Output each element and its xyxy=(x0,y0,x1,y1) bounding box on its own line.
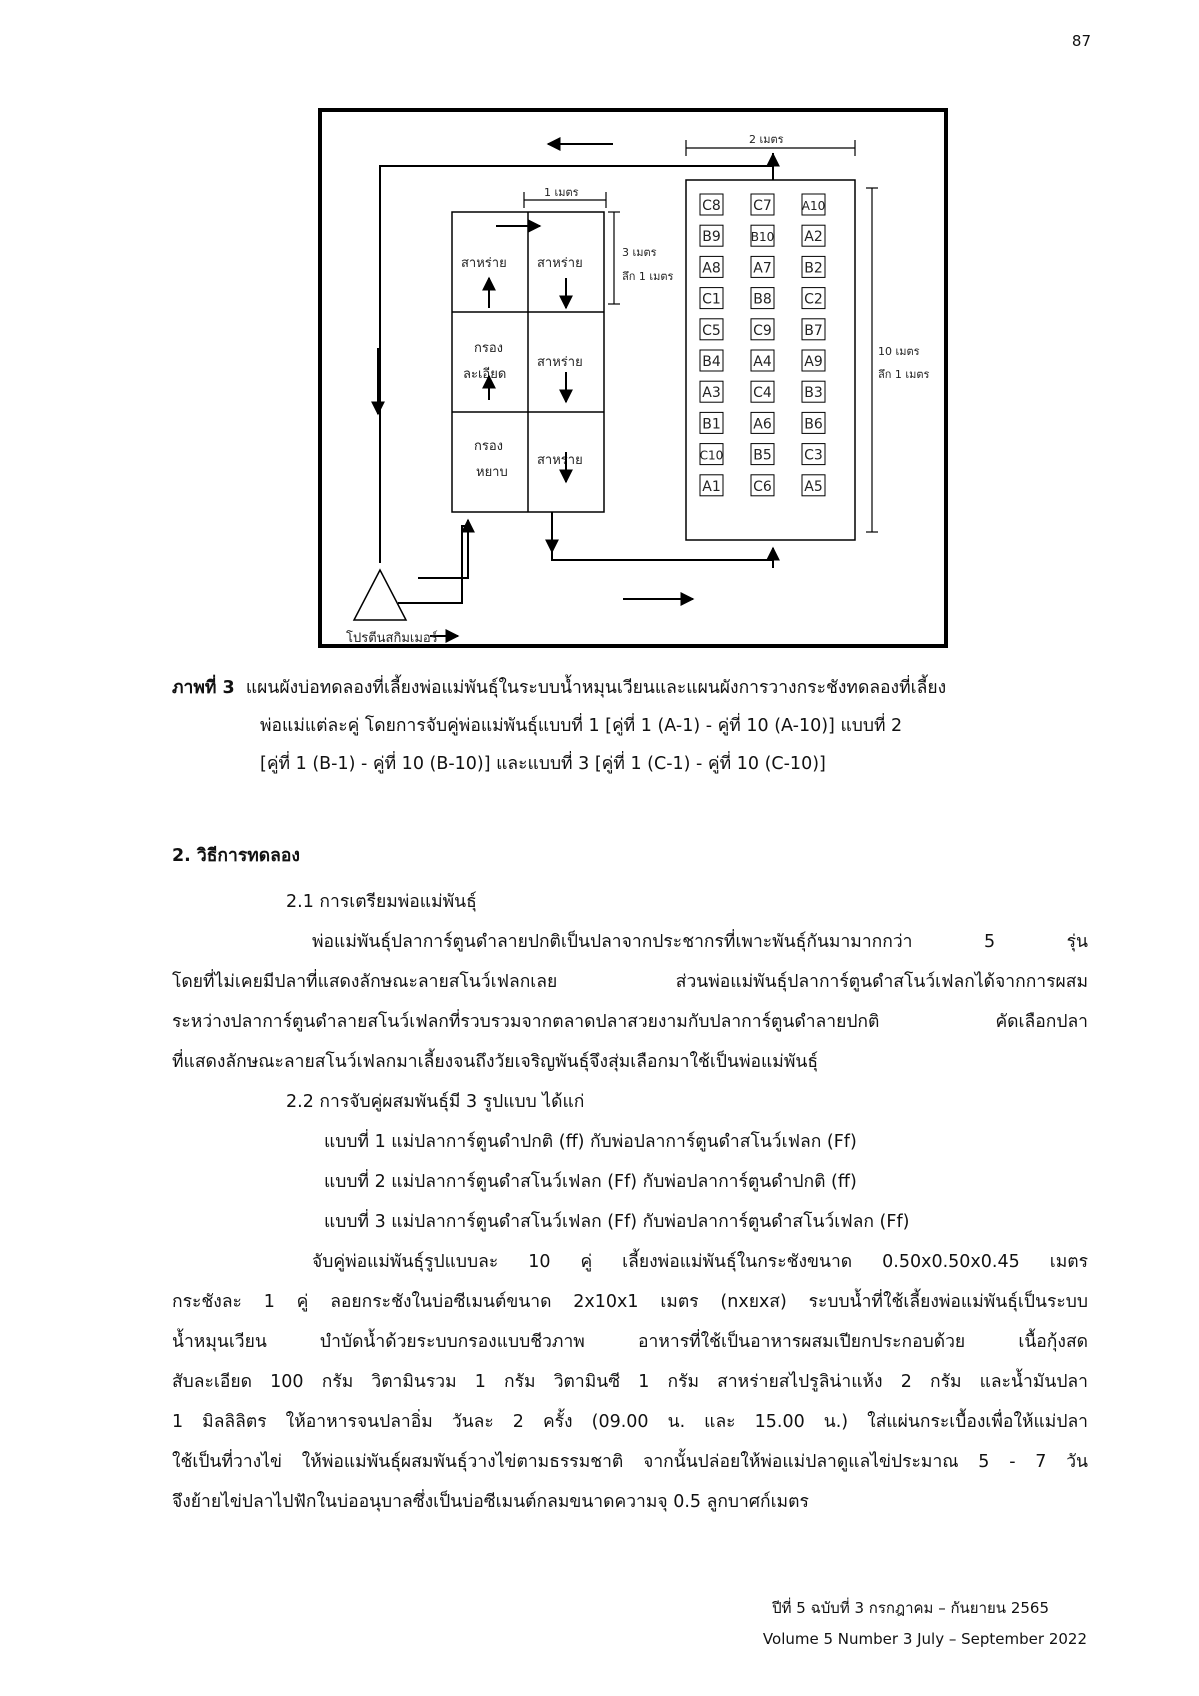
cage-label: A7 xyxy=(753,260,772,277)
caption-label: ภาพที่ 3 xyxy=(172,678,235,698)
cage-label: C3 xyxy=(804,447,823,464)
cage-cell xyxy=(802,475,825,496)
cage-label: B7 xyxy=(804,322,823,339)
cage-label: C6 xyxy=(753,478,772,495)
cell-r3c1-line1: กรอง xyxy=(474,439,504,454)
pond-layout-diagram xyxy=(318,108,948,648)
cage-label: A2 xyxy=(804,229,823,246)
cage-cell xyxy=(751,475,774,496)
para2-line: จับคู่พ่อแม่พันธุ์รูปแบบละ 10 คู่ เลี้ยงพ่อแม่พันธุ์ในกระชังขนาด 0.50x0.50x0.45 เมตร xyxy=(312,1252,1088,1272)
cell-r1c2: สาหร่าย xyxy=(537,256,583,271)
caption-line2: พ่อแม่แต่ละคู่ โดยการจับคู่พ่อแม่พันธุ์แบบที่ 1 [คู่ที่ 1 (A-1) - คู่ที่ 10 (A-10)] แบบที่ 2 xyxy=(260,716,903,736)
section-heading: 2. วิธีการทดลอง xyxy=(172,846,300,866)
pairing-option: แบบที่ 1 แม่ปลาการ์ตูนดำปกติ (ff) กับพ่อปลาการ์ตูนดำสโนว์เฟลก (Ff) xyxy=(324,1132,857,1152)
cage-label: B4 xyxy=(702,354,721,370)
cage-label: B8 xyxy=(753,291,772,308)
footer-english: Volume 5 Number 3 July – September 2022 xyxy=(762,1630,1087,1648)
cage-cell xyxy=(700,475,723,496)
cage-label: B2 xyxy=(804,260,823,277)
cage-cell xyxy=(700,194,723,215)
cage-label: C10 xyxy=(699,448,724,463)
dimension-small-line2: ลึก 1 เมตร xyxy=(622,270,674,283)
figure-frame xyxy=(320,110,946,646)
cage-cell xyxy=(700,350,723,371)
cage-label: C7 xyxy=(753,198,772,214)
page-number: 87 xyxy=(1071,32,1091,50)
cage-cell xyxy=(700,256,723,277)
dimension-right-line2: ลึก 1 เมตร xyxy=(878,368,930,381)
cage-label: A3 xyxy=(702,385,721,402)
cage-label: C8 xyxy=(702,198,721,214)
cage-cell xyxy=(802,319,825,340)
footer-thai: ปีที่ 5 ฉบับที่ 3 กรกฎาคม – กันยายน 2565 xyxy=(772,1599,1049,1617)
section-methods xyxy=(172,836,1088,1522)
cage-cell xyxy=(751,256,774,277)
cage-label: A10 xyxy=(801,199,826,213)
caption-line3: [คู่ที่ 1 (B-1) - คู่ที่ 10 (B-10)] และแบบที่ 3 [คู่ที่ 1 (C-1) - คู่ที่ 10 (C-10)] xyxy=(260,754,826,774)
cage-label: A1 xyxy=(702,478,721,495)
para2-line: 1 มิลลิลิตร ให้อาหารจนปลาอิ่ม วันละ 2 ครั้ง (09.00 น. และ 15.00 น.) ใส่แผ่นกระเบื้องเพื่อให้แม่ปลา xyxy=(172,1412,1088,1432)
caption-line1: แผนผังบ่อทดลองที่เลี้ยงพ่อแม่พันธุ์ในระบบน้ำหมุนเวียนและแผนผังการวางกระชังทดลองที่เลี้ยง xyxy=(245,678,947,698)
figure-caption xyxy=(172,669,1088,783)
cage-label: C4 xyxy=(753,385,772,402)
cage-cell xyxy=(751,288,774,309)
cage-label: B10 xyxy=(750,230,775,245)
cage-cell xyxy=(802,288,825,309)
para1-line: พ่อแม่พันธุ์ปลาการ์ตูนดำลายปกติเป็นปลาจากประชากรที่เพาะพันธุ์กันมามากกว่า 5 รุ่น xyxy=(312,932,1088,952)
cage-cell xyxy=(700,319,723,340)
cell-r3c2: สาหร่าย xyxy=(537,453,583,468)
cage-cell xyxy=(700,381,723,402)
cell-r1c1: สาหร่าย xyxy=(461,256,507,271)
para2-line: ใช้เป็นที่วางไข่ ให้พ่อแม่พันธุ์ผสมพันธุ์วางไข่ตามธรรมชาติ จากนั้นปล่อยให้พ่อแม่ปลาดูแลไข่ประมาณ 5 - 7 วัน xyxy=(172,1452,1088,1472)
cage-label: B1 xyxy=(702,416,721,433)
cage-cell xyxy=(751,412,774,433)
pairing-option: แบบที่ 3 แม่ปลาการ์ตูนดำสโนว์เฟลก (Ff) กับพ่อปลาการ์ตูนดำสโนว์เฟลก (Ff) xyxy=(324,1212,910,1232)
cell-r2c2: สาหร่าย xyxy=(537,355,583,370)
cage-cell xyxy=(802,444,825,465)
cage-label: A5 xyxy=(804,478,823,495)
cage-label: C5 xyxy=(702,322,721,339)
cage-label: A8 xyxy=(702,260,721,277)
cage-label: B6 xyxy=(804,416,823,433)
cage-label: A9 xyxy=(804,354,823,370)
para2-line: กระชังละ 1 คู่ ลอยกระชังในบ่อซีเมนต์ขนาด 2x10x1 เมตร (nxยxส) ระบบน้ำที่ใช้เลี้ยงพ่อแม่พันธุ์เป็นระบบ xyxy=(172,1292,1088,1312)
cell-r3c1-line2: หยาบ xyxy=(476,465,508,480)
para1-line: ที่แสดงลักษณะลายสโนว์เฟลกมาเลี้ยงจนถึงวัยเจริญพันธุ์จึงสุ่มเลือกมาใช้เป็นพ่อแม่พันธุ์ xyxy=(172,1052,818,1072)
pairing-option: แบบที่ 2 แม่ปลาการ์ตูนดำสโนว์เฟลก (Ff) กับพ่อปลาการ์ตูนดำปกติ (ff) xyxy=(324,1172,857,1192)
cage-cell xyxy=(751,194,774,215)
cage-label: B9 xyxy=(702,229,721,246)
cage-label: C1 xyxy=(702,291,721,308)
cage-cell xyxy=(802,381,825,402)
cage-cell xyxy=(802,350,825,371)
cage-cell xyxy=(700,288,723,309)
cage-label: B3 xyxy=(804,385,823,402)
cage-cell xyxy=(700,412,723,433)
skimmer-label: โปรตีนสกิมเมอร์ xyxy=(346,631,438,646)
para2-line: จึงย้ายไข่ปลาไปฟักในบ่ออนุบาลซึ่งเป็นบ่อซีเมนต์กลมขนาดความจุ 0.5 ลูกบาศก์เมตร xyxy=(172,1492,809,1512)
cage-label: B5 xyxy=(753,447,772,464)
cage-cell xyxy=(802,256,825,277)
cage-cell xyxy=(802,225,825,246)
cage-label: A4 xyxy=(753,354,772,370)
dimension-top: 2 เมตร xyxy=(749,133,784,146)
dimension-small-line1: 3 เมตร xyxy=(622,246,657,259)
para1-line: ระหว่างปลาการ์ตูนดำลายสโนว์เฟลกที่รวบรวมจากตลาดปลาสวยงามกับปลาการ์ตูนดำลายปกติ คัดเลือกปลา xyxy=(172,1012,1088,1032)
para2-line: สับละเอียด 100 กรัม วิตามินรวม 1 กรัม วิตามินซี 1 กรัม สาหร่ายสไปรูลิน่าแห้ง 2 กรัม และน้ำมันปลา xyxy=(172,1372,1088,1392)
cell-r2c1-line1: กรอง xyxy=(474,341,504,356)
cage-label: A6 xyxy=(753,416,772,433)
cage-cell xyxy=(700,225,723,246)
cage-cell xyxy=(751,381,774,402)
cage-cell xyxy=(751,319,774,340)
para2-line: น้ำหมุนเวียน บำบัดน้ำด้วยระบบกรองแบบชีวภาพ อาหารที่ใช้เป็นอาหารผสมเปียกประกอบด้วย เนื้อกุ้งสด xyxy=(172,1332,1088,1352)
cage-cell xyxy=(751,444,774,465)
subsection-2-1: 2.1 การเตรียมพ่อแม่พันธุ์ xyxy=(286,892,477,912)
cage-cell xyxy=(802,412,825,433)
cage-label: C9 xyxy=(753,322,772,339)
subsection-2-2: 2.2 การจับคู่ผสมพันธุ์มี 3 รูปแบบ ได้แก่ xyxy=(286,1092,585,1112)
cell-r2c1-line2: ละเอียด xyxy=(463,367,507,382)
para1-line: โดยที่ไม่เคยมีปลาที่แสดงลักษณะลายสโนว์เฟลกเลย ส่วนพ่อแม่พันธุ์ปลาการ์ตูนดำสโนว์เฟลกได้จากการผสม xyxy=(172,972,1088,992)
dimension-right-line1: 10 เมตร xyxy=(878,345,920,358)
dimension-mid: 1 เมตร xyxy=(544,186,579,199)
cage-label: C2 xyxy=(804,291,823,308)
cage-cell xyxy=(751,350,774,371)
